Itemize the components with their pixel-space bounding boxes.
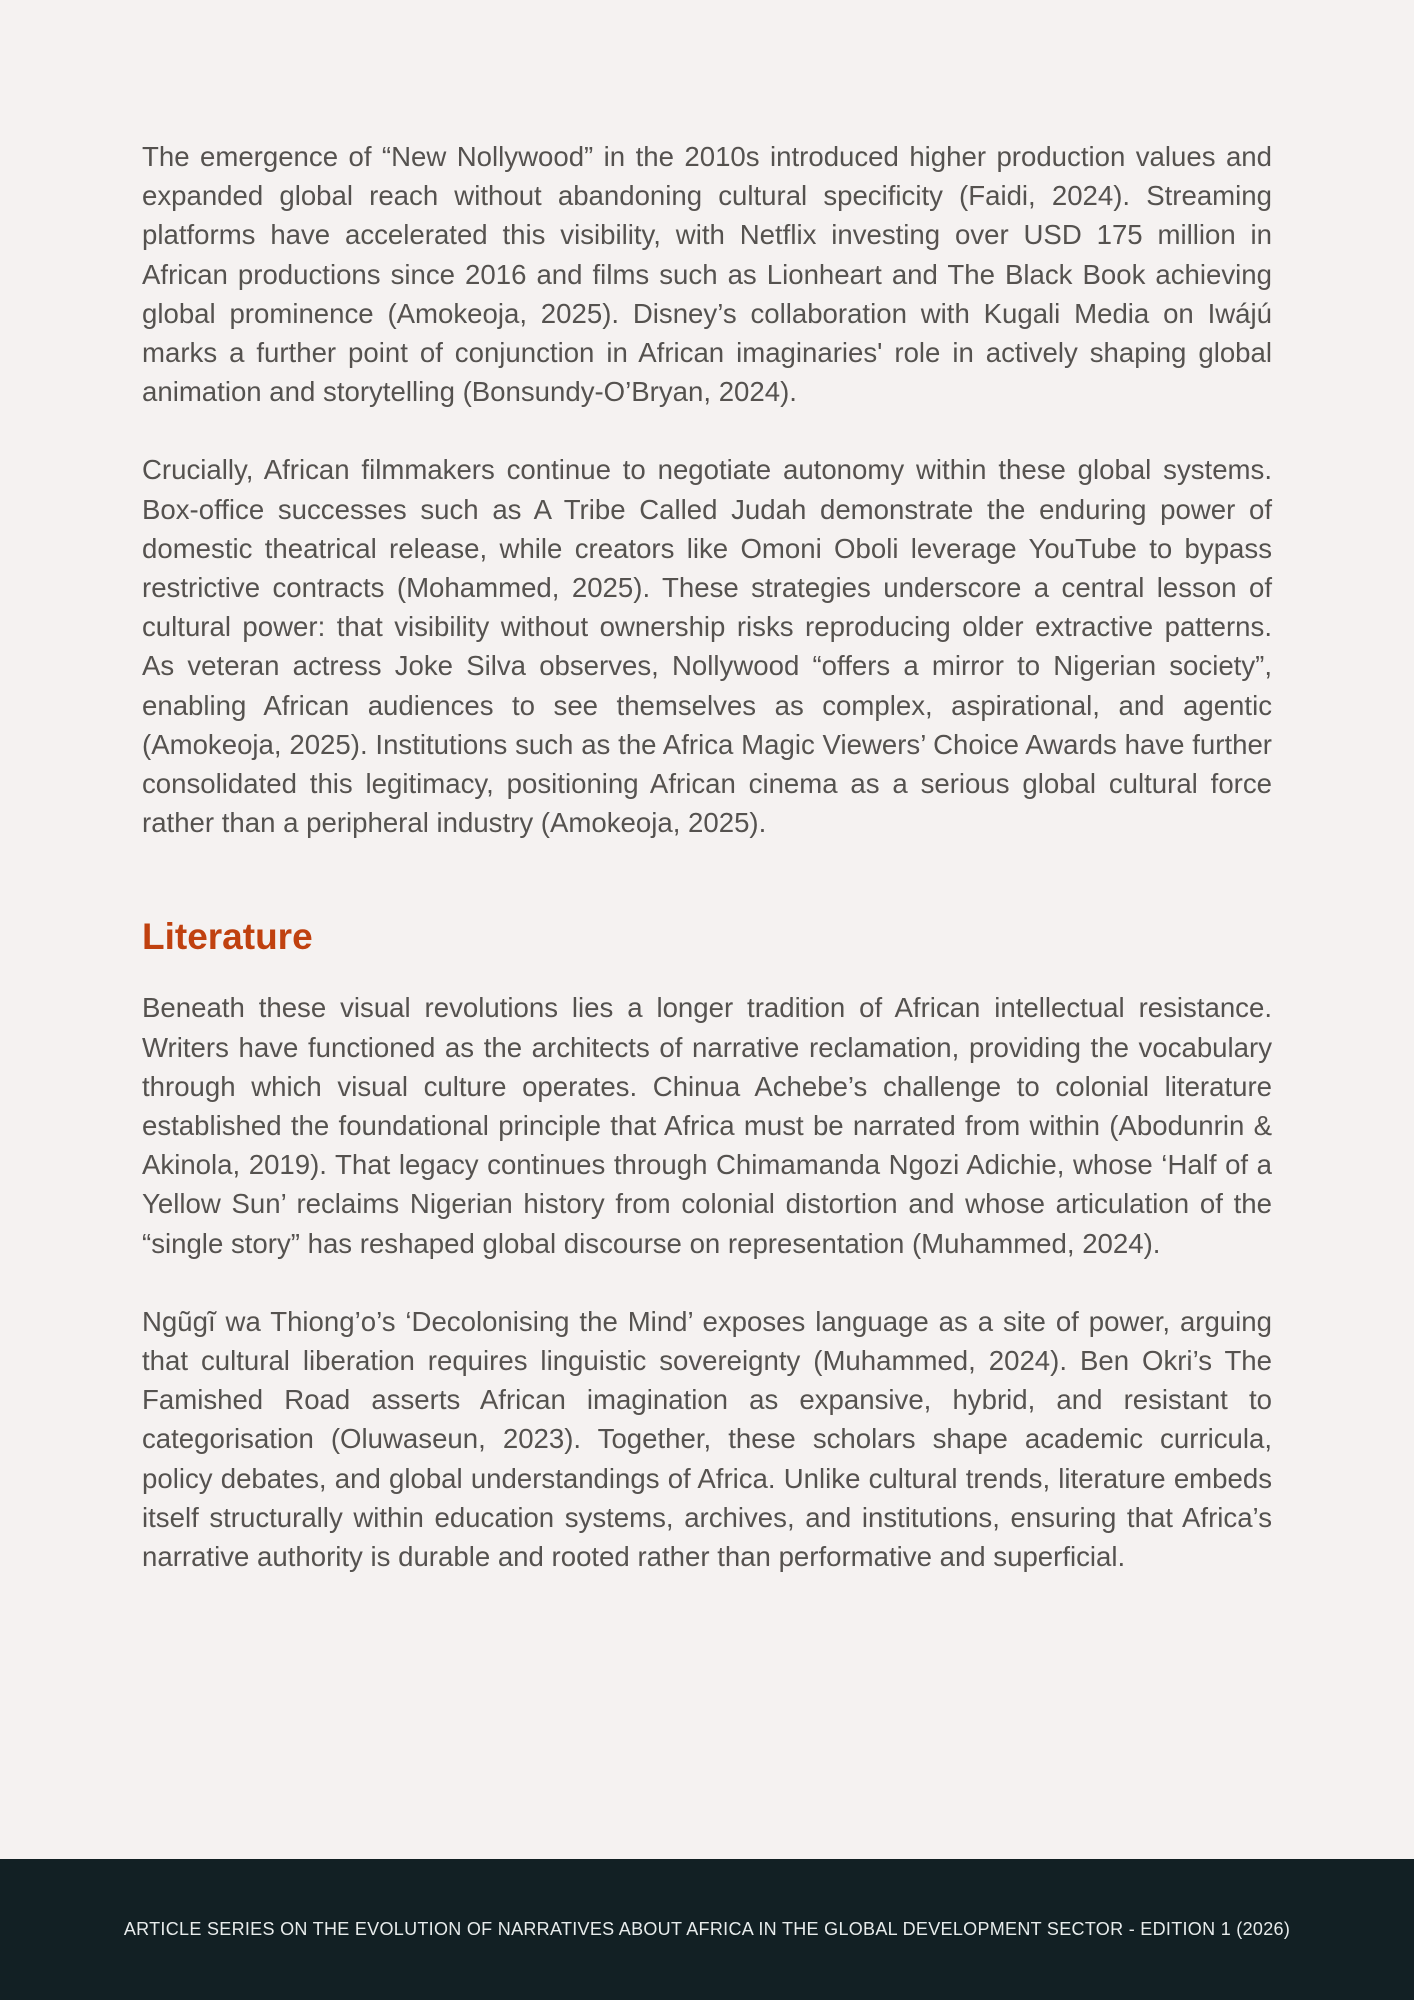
article-body [142, 137, 1272, 1576]
paragraph-filmmaker-autonomy: Crucially, African filmmakers continue to negotiate autonomy within these global systems. Box-office successes such as A Tribe Called Judah demonstrate the enduring power of domestic theatrical release, while creators like Omoni Oboli leverage YouTube to bypass restrictive contracts (Mohammed, 2025). These strategies underscore a central lesson of cultural power: that visibility without ownership risks reproducing older extractive patterns. As veteran actress Joke Silva observes, Nollywood “offers a mirror to Nigerian society”, enabling African audiences to see themselves as complex, aspirational, and agentic (Amokeoja, 2025). Institutions such as the Africa Magic Viewers’ Choice Awards have further consolidated this legitimacy, positioning African cinema as a serious global cultural force rather than a peripheral industry (Amokeoja, 2025). [142, 454, 1272, 839]
section-heading-literature: Literature [142, 916, 313, 958]
paragraph-decolonising-mind: Ngũgĩ wa Thiong’o’s ‘Decolonising the Mind’ exposes language as a site of power, arguing that cultural liberation requires linguistic sovereignty (Muhammed, 2024). Ben Okri’s The Famished Road asserts African imagination as expansive, hybrid, and resistant to categorisation (Oluwaseun, 2023). Together, these scholars shape academic curricula, policy debates, and global understandings of Africa. Unlike cultural trends, literature embeds itself structurally within education systems, archives, and institutions, ensuring that Africa’s narrative authority is durable and rooted rather than performative and superficial. [142, 1305, 1272, 1573]
page-footer [0, 1859, 1414, 2000]
paragraph-literature-resistance: Beneath these visual revolutions lies a longer tradition of African intellectual resistance. Writers have functioned as the architects of narrative reclamation, providing the vocabulary through which visual culture operates. Chinua Achebe’s challenge to colonial literature established the foundational principle that Africa must be narrated from within (Abodunrin & Akinola, 2019). That legacy continues through Chimamanda Ngozi Adichie, whose ‘Half of a Yellow Sun’ reclaims Nigerian history from colonial distortion and whose articulation of the “single story” has reshaped global discourse on representation (Muhammed, 2024). [142, 992, 1272, 1259]
paragraph-new-nollywood: The emergence of “New Nollywood” in the 2010s introduced higher production values and expanded global reach without abandoning cultural specificity (Faidi, 2024). Streaming platforms have accelerated this visibility, with Netflix investing over USD 175 million in African productions since 2016 and films such as Lionheart and The Black Book achieving global prominence (Amokeoja, 2025). Disney’s collaboration with Kugali Media on Iwájú marks a further point of conjunction in African imaginaries' role in actively shaping global animation and storytelling (Bonsundy-O’Bryan, 2024). [142, 141, 1272, 408]
footer-series-text: ARTICLE SERIES ON THE EVOLUTION OF NARRATIVES ABOUT AFRICA IN THE GLOBAL DEVELOPMENT SECTOR - EDITION 1 (2026) [123, 1919, 1291, 1939]
